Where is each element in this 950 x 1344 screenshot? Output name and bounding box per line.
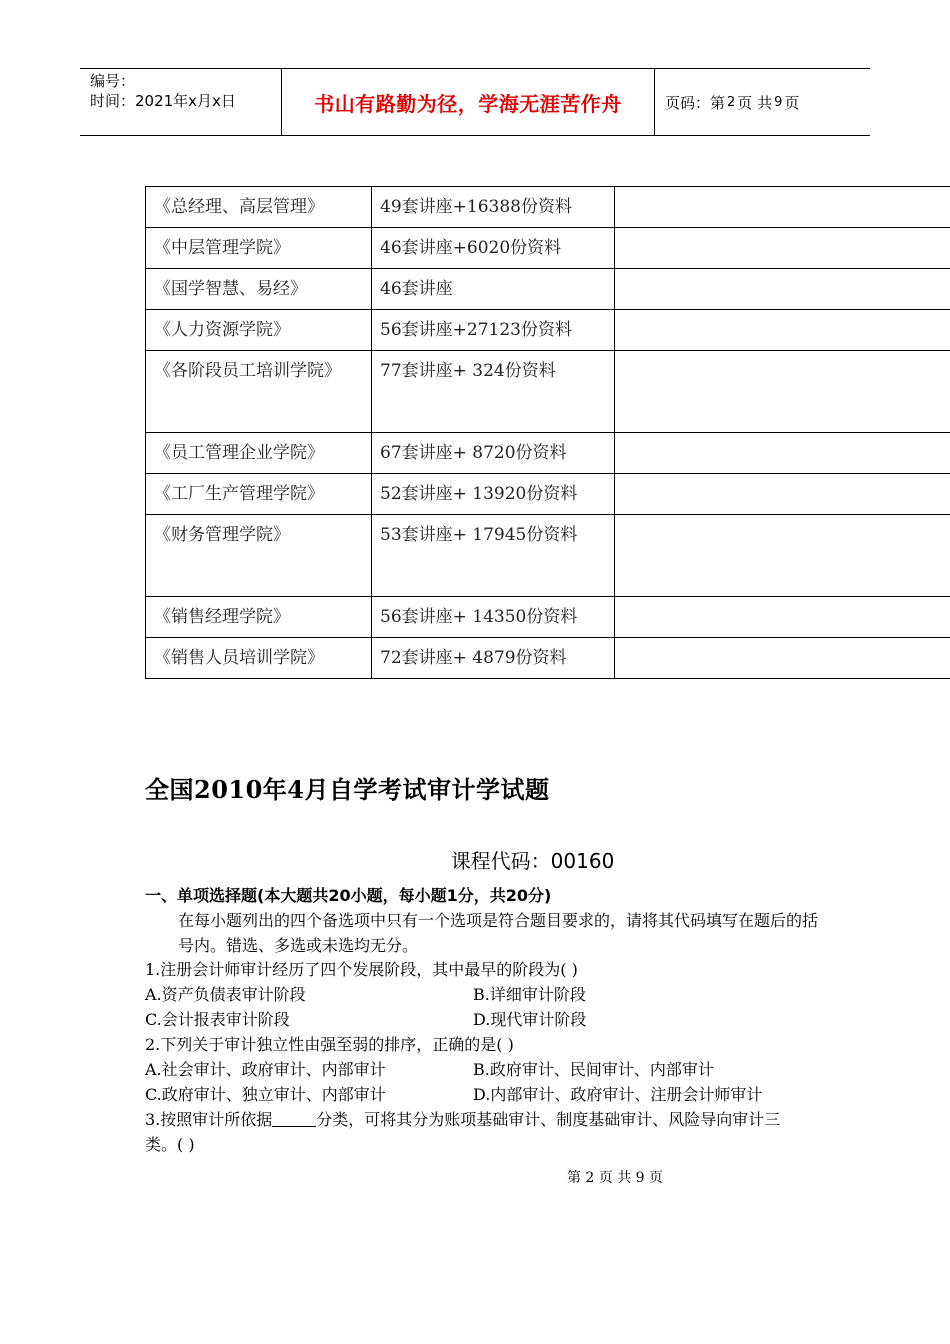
table-cell-note [615, 228, 950, 269]
table-cell-name: 《国学智慧、易经》 [146, 269, 372, 310]
page-mid: 页 共 [737, 93, 773, 112]
table-cell-content: 49套讲座+16388份资料 [372, 187, 615, 228]
table-row [146, 310, 950, 351]
section-instruction: 在每小题列出的四个备选项中只有一个选项是符合题目要求的，请将其代码填写在题后的括号内。错选、多选或未选均无分。 [178, 911, 819, 955]
question-2-option-c: C.政府审计、独立审计、内部审计 [145, 1085, 386, 1104]
course-code: 课程代码：00160 [450, 849, 615, 873]
table-cell-content: 56套讲座+27123份资料 [372, 310, 615, 351]
table-row [146, 515, 950, 597]
page-total: 9 [774, 94, 783, 110]
table-cell-name: 《总经理、高层管理》 [146, 187, 372, 228]
table-row [146, 474, 950, 515]
table-cell-content: 46套讲座 [372, 269, 615, 310]
table-cell-content: 53套讲座+ 17945份资料 [372, 515, 615, 597]
table-cell-note [615, 310, 950, 351]
resource-table [145, 186, 950, 679]
table-cell-content: 56套讲座+ 14350份资料 [372, 597, 615, 638]
table-cell-note [615, 638, 950, 679]
table-cell-name: 《各阶段员工培训学院》 [146, 351, 372, 433]
table-cell-content: 46套讲座+6020份资料 [372, 228, 615, 269]
question-3-stem-line2: 类。( ) [145, 1135, 195, 1154]
question-2-option-d: D.内部审计、政府审计、注册会计师审计 [473, 1085, 763, 1104]
answer-blank [272, 1110, 316, 1127]
table-cell-content: 77套讲座+ 324份资料 [372, 351, 615, 433]
table-cell-note [615, 187, 950, 228]
header-motto: 书山有路勤为径，学海无涯苦作舟 [314, 91, 622, 116]
table-cell-name: 《员工管理企业学院》 [146, 433, 372, 474]
question-3-stem-after: 分类，可将其分为账项基础审计、制度基础审计、风险导向审计三 [316, 1110, 781, 1129]
page-suffix: 页 [784, 93, 800, 112]
table-cell-name: 《销售经理学院》 [146, 597, 372, 638]
document-header [80, 68, 870, 136]
table-cell-name: 《人力资源学院》 [146, 310, 372, 351]
table-row [146, 228, 950, 269]
table-cell-name: 《工厂生产管理学院》 [146, 474, 372, 515]
question-2-option-b: B.政府审计、民间审计、内部审计 [473, 1060, 714, 1079]
table-cell-content: 72套讲座+ 4879份资料 [372, 638, 615, 679]
table-cell-name: 《销售人员培训学院》 [146, 638, 372, 679]
question-3-stem [145, 1108, 780, 1132]
header-meta [90, 71, 236, 111]
table-cell-note [615, 474, 950, 515]
table-row [146, 269, 950, 310]
page-footer [0, 1167, 950, 1187]
question-1-stem: 1.注册会计师审计经历了四个发展阶段，其中最早的阶段为( ) [145, 960, 578, 979]
table-row [146, 351, 950, 433]
table-cell-name: 《财务管理学院》 [146, 515, 372, 597]
table-cell-note [615, 351, 950, 433]
question-1-option-d: D.现代审计阶段 [473, 1010, 587, 1029]
page-prefix: 页码：第 [665, 93, 726, 112]
page-current: 2 [727, 94, 736, 110]
header-page-indicator [665, 69, 799, 135]
table-cell-note [615, 269, 950, 310]
question-1-option-b: B.详细审计阶段 [473, 985, 586, 1004]
table-cell-note [615, 515, 950, 597]
question-1-option-a: A.资产负债表审计阶段 [145, 985, 306, 1004]
table-row [146, 597, 950, 638]
table-cell-note [615, 597, 950, 638]
course-code-row [0, 845, 950, 874]
table-cell-content: 52套讲座+ 13920份资料 [372, 474, 615, 515]
question-3-stem-before: 3.按照审计所依据 [145, 1110, 273, 1129]
number-label: 编号： [90, 72, 136, 90]
exam-title: 全国2010年4月自学考试审计学试题 [145, 775, 550, 804]
table-row [146, 187, 950, 228]
question-1-option-c: C.会计报表审计阶段 [145, 1010, 290, 1029]
question-2-stem: 2.下列关于审计独立性由强至弱的排序，正确的是( ) [145, 1035, 514, 1054]
table-row [146, 433, 950, 474]
table-cell-name: 《中层管理学院》 [146, 228, 372, 269]
time-label: 时间：2021年x月x日 [90, 92, 236, 110]
table-row [146, 638, 950, 679]
section-heading: 一、单项选择题(本大题共20小题，每小题1分，共20分) [145, 886, 552, 905]
table-cell-note [615, 433, 950, 474]
question-2-option-a: A.社会审计、政府审计、内部审计 [145, 1060, 386, 1079]
table-cell-content: 67套讲座+ 8720份资料 [372, 433, 615, 474]
header-divider [654, 69, 655, 135]
footer-page-number: 第 2 页 共 9 页 [566, 1170, 664, 1186]
